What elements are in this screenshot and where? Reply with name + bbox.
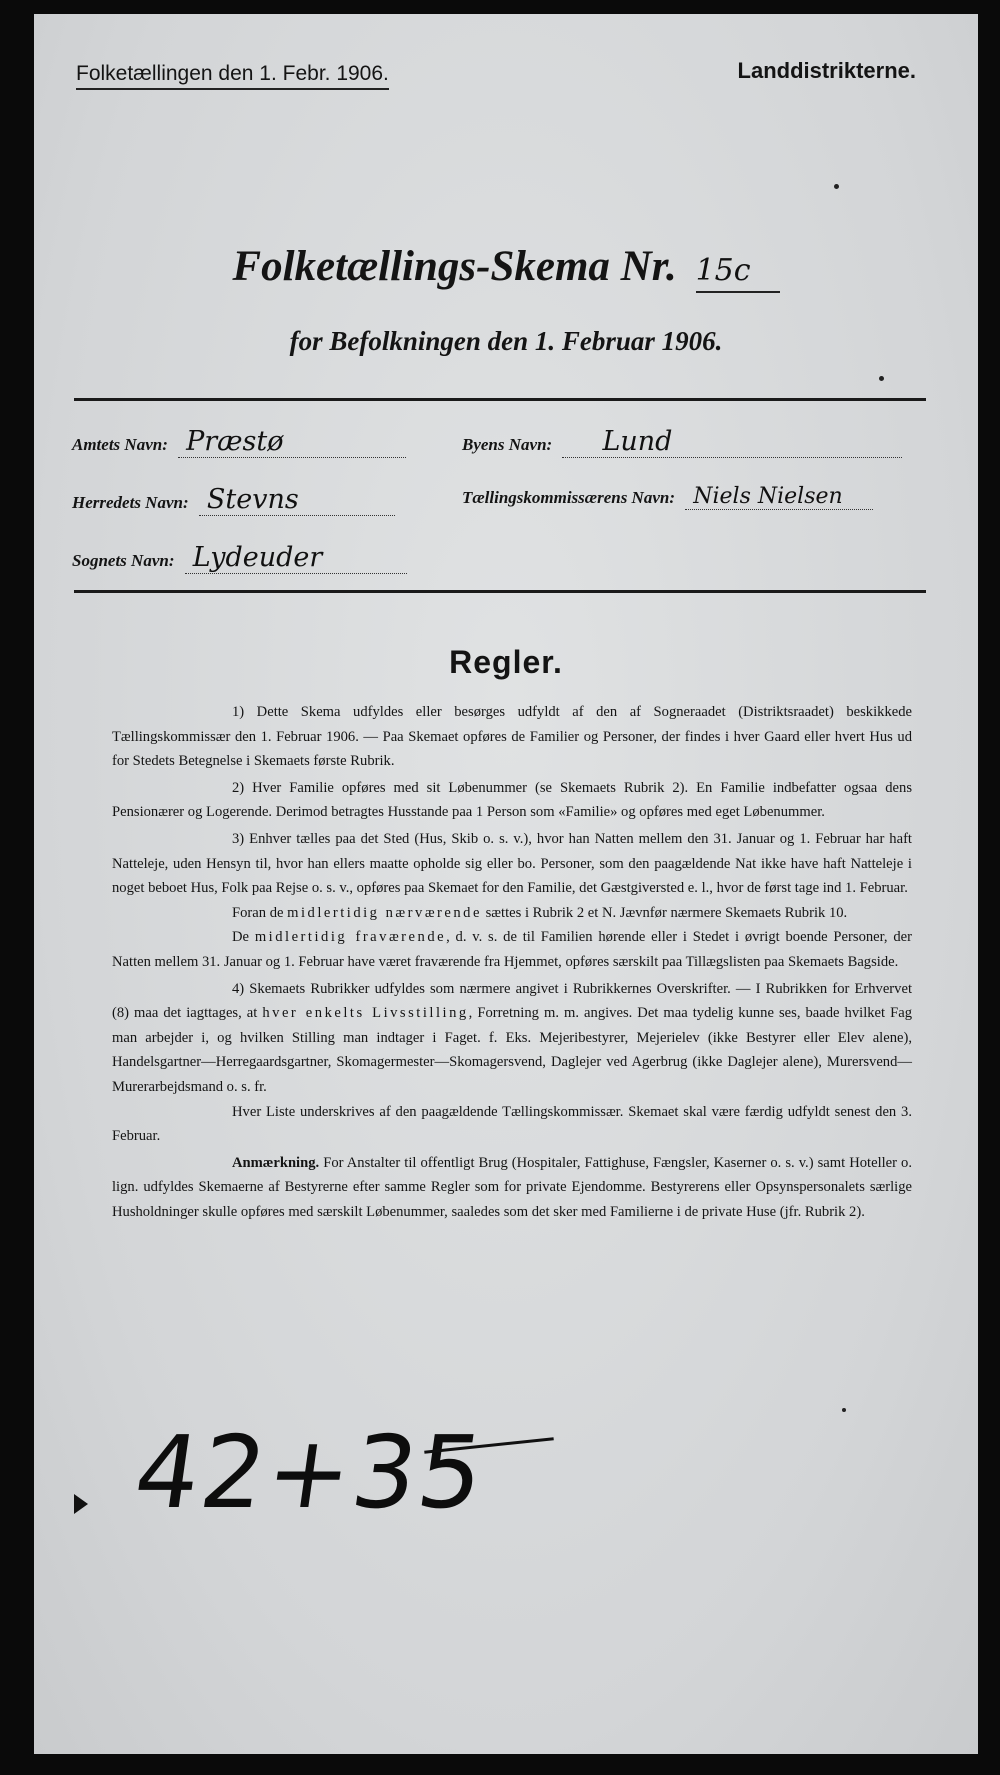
edge-arrow-mark (74, 1494, 88, 1514)
rules-heading: Regler. (449, 644, 563, 680)
speck-mark (879, 376, 884, 381)
rule-paragraph-6 (112, 977, 912, 1100)
herred-value-line (199, 484, 395, 516)
byens-field (462, 426, 902, 458)
rule-paragraph-7: Hver Liste underskrives af den paagældende Tællingskommissær. Skemaet skal være færdig udfyldt senest den 3. Februar. (112, 1103, 912, 1145)
sogn-label: Sognets Navn: (72, 551, 175, 570)
annotation-text: For Anstalter til offentligt Brug (Hospitaler, Fattighuse, Fængsler, Kaserner o. s. v.) samt Hoteller o. lign. udfyldes Skemaerne af Bestyrerne efter samme Regler som for private Ejendomme. Bestyrerens eller Opsynspersonalets særlige Husholdninger skulle opføres med særskilt Løbenummer, saaledes som det sker med Familierne i de private Huse (jfr. Rubrik 2). (112, 1154, 912, 1220)
rule-p4-pre: Foran de (232, 904, 288, 921)
kommissaer-value-line (685, 484, 873, 510)
rule-paragraph-2: 2) Hver Familie opføres med sit Løbenummer (se Skemaets Rubrik 2). En Familie indbefatter ogsaa dens Pensionærer og Logerende. Derimod betragtes Husstande paa 1 Person som «Familie» og opføres med eget Løbenummer. (112, 779, 912, 821)
rule-paragraph-5 (112, 925, 912, 974)
form-subtitle: for Befolkningen den 1. Februar 1906. (289, 326, 723, 356)
form-title-text: Folketællings-Skema Nr. (232, 243, 677, 290)
herred-label: Herredets Navn: (72, 493, 189, 512)
rule-p4-spaced: midlertidig nærværende (287, 904, 482, 921)
form-number-field (696, 242, 780, 293)
handwritten-tally: 42+35 (127, 1414, 493, 1531)
rule-paragraph-4 (112, 901, 912, 926)
rule-paragraph-1: 1) Dette Skema udfyldes eller besørges udfyldt af den af Sogneraadet (Distriktsraadet) beskikkede Tællingskommissær den 1. Februar 1906. — Paa Skemaet opføres de Familier og Personer, der findes i hver Gaard eller hvert Hus ud for Stedets Betegnelse i Skemaets første Rubrik. (112, 704, 912, 770)
kommissaer-label: Tællingskommissærens Navn: (462, 488, 675, 507)
byens-value: Lund (602, 426, 673, 457)
speck-mark (834, 184, 839, 189)
census-header-date: Folketællingen den 1. Febr. 1906. (76, 62, 389, 90)
rule-p6-post: , Forretning m. m. angives. Det maa tydelig kunne ses, baade hvilket Fag man arbejder i, og hvilken Stilling man indtager i Faget. f. Eks. Mejeribestyrer, Mejerielev (ikke Bestyrer eller Elev alene), Handelsgartner—Herregaardsgartner, Skomagermester—Skomagersvend, Daglejer ved Agerbrug (ikke Daglejer alene), Murersvend—Murerarbejdsmand o. s. fr. (112, 1005, 912, 1095)
byens-label: Byens Navn: (462, 435, 553, 454)
sogn-value-line (185, 542, 407, 574)
rule-paragraph-3: 3) Enhver tælles paa det Sted (Hus, Skib o. s. v.), hvor han Natten mellem den 31. Januar og 1. Februar har haft Natteleje, uden Hensyn til, hvor han ellers maatte opholde sig eller bo. Personer, som den paagældende Nat ikke have haft Natteleje i noget beboet Hus, Folk paa Rejse o. s. v., opføres paa Skemaet for den Familie, det Gæstgiversted e. l., hvor de først tage ind 1. Februar. (112, 830, 912, 897)
amt-value: Præstø (186, 426, 284, 457)
sogn-value: Lydeuder (192, 542, 323, 573)
annotation-label: Anmærkning. (232, 1154, 320, 1171)
rules-body (112, 700, 912, 1224)
divider-bottom (74, 590, 926, 593)
rule-p4-post: sættes i Rubrik 2 et N. Jævnfør nærmere Skemaets Rubrik 10. (481, 904, 848, 921)
amt-value-line (178, 426, 406, 458)
rule-annotation (112, 1151, 912, 1225)
rule-p6-spaced: hver enkelts Livsstilling (262, 1005, 469, 1022)
herred-value: Stevns (206, 484, 299, 515)
kommissaer-value: Niels Nielsen (693, 484, 843, 509)
divider-top (74, 398, 926, 401)
herred-field (72, 484, 395, 516)
sogn-field (72, 542, 407, 574)
kommissaer-field (462, 484, 873, 510)
district-type-label: Landdistrikterne. (737, 58, 916, 83)
amt-field (72, 426, 406, 458)
byens-value-line (562, 426, 902, 458)
form-title (34, 242, 978, 293)
rule-p6-pre: 4) Skemaets Rubrikker udfyldes som nærmere angivet i Rubrikkernes Overskrifter. — I Rubrikken for Erhvervet (8) maa det iagttages, at (112, 980, 912, 1022)
rule-p5-post: , d. v. s. de til Familien hørende eller i Stedet i øvrigt boende Personer, der Natten mellem 31. Januar og 1. Februar have været fraværende fra Hjemmet, opføres særskilt paa Tillægslisten paa Skemaets Bagside. (112, 929, 912, 970)
rule-p5-spaced: midlertidig fraværende (254, 929, 447, 946)
speck-mark (842, 1408, 846, 1412)
amt-label: Amtets Navn: (72, 435, 168, 454)
census-form-page (34, 14, 978, 1754)
rule-p5-pre: De (232, 929, 255, 946)
form-number-handwritten: 15c (695, 253, 751, 288)
